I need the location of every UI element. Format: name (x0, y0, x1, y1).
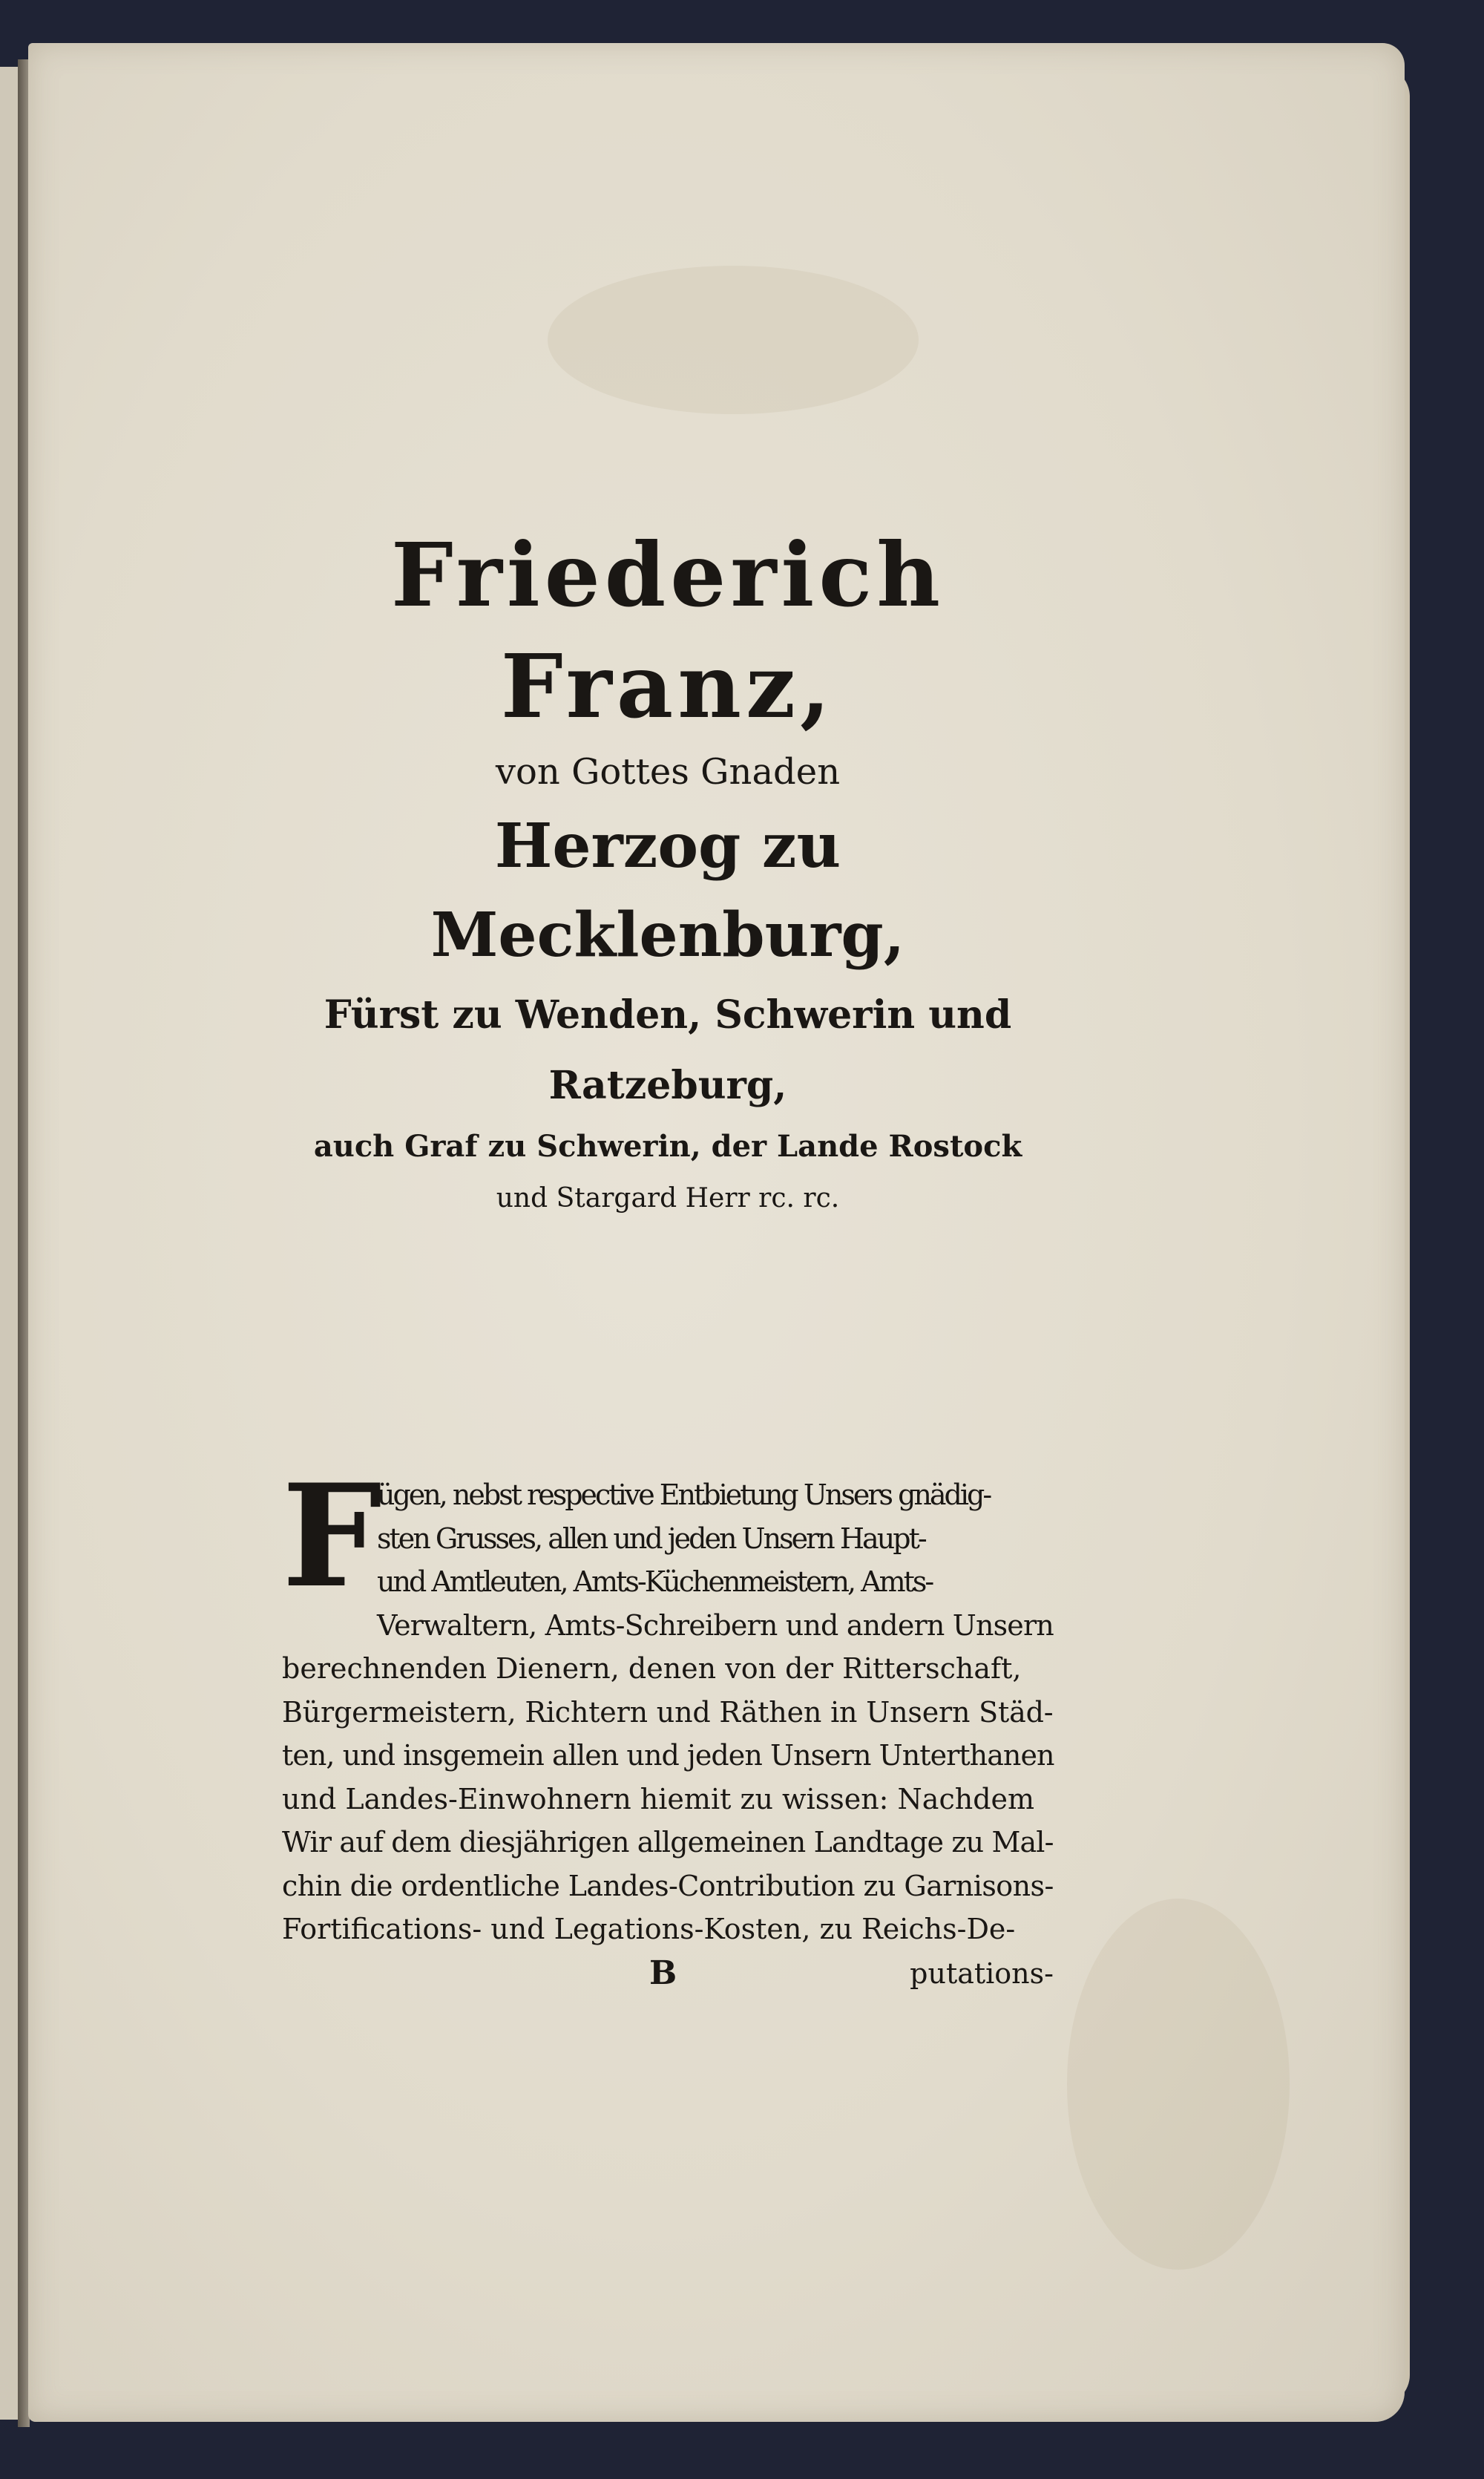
decree-content (282, 520, 1054, 1996)
decree-body (282, 1453, 1054, 1996)
paper-stain (1067, 1899, 1290, 2270)
body-line: Fortifications- und Legations-Kosten, zu Reichs-De- (282, 1913, 1016, 1945)
body-line: chin die ordentliche Landes-Contribution zu Garnisons- (282, 1869, 1054, 1902)
body-line: berechnenden Dienern, denen von der Ritterschaft, (282, 1652, 1022, 1685)
left-page-edge (0, 67, 19, 2420)
dropcap-initial: F (282, 1453, 382, 1619)
heading-line-graf: auch Graf zu Schwerin, der Lande Rostock (313, 1129, 1022, 1164)
body-line: Wir auf dem diesjährigen allgemeinen Landtage zu Mal- (282, 1826, 1054, 1859)
heading-line-fuerst: Fürst zu Wenden, Schwerin und Ratzeburg, (324, 992, 1012, 1108)
catchword: putations- (910, 1956, 1054, 1990)
body-line: sten Grusses, allen und jeden Unsern Haupt- (377, 1522, 925, 1555)
heading-line-stargard: und Stargard Herr rc. rc. (496, 1183, 840, 1214)
body-line: ten, und insgemein allen und jeden Unsern Unterthanen (282, 1739, 1054, 1772)
body-line: und Landes-Einwohnern hiemit zu wissen: Nachdem (282, 1782, 1035, 1815)
body-line: ügen, nebst respective Entbietung Unsers gnädig- (377, 1478, 991, 1511)
heading-line-herzog: Herzog zu Mecklenburg, (430, 810, 905, 971)
body-line: Bürgermeistern, Richtern und Räthen in Unsern Städ- (282, 1695, 1054, 1729)
heading-line-gnaden: von Gottes Gnaden (495, 751, 841, 793)
signature-mark: B (649, 1954, 677, 1992)
page-footer (282, 1951, 1054, 1996)
body-line: Verwaltern, Amts-Schreibern und andern Unsern (377, 1608, 1054, 1642)
paper-stain (548, 266, 919, 414)
body-line: und Amtleuten, Amts-Küchenmeistern, Amts- (377, 1565, 933, 1598)
page-title: Friederich Franz, (391, 523, 945, 738)
